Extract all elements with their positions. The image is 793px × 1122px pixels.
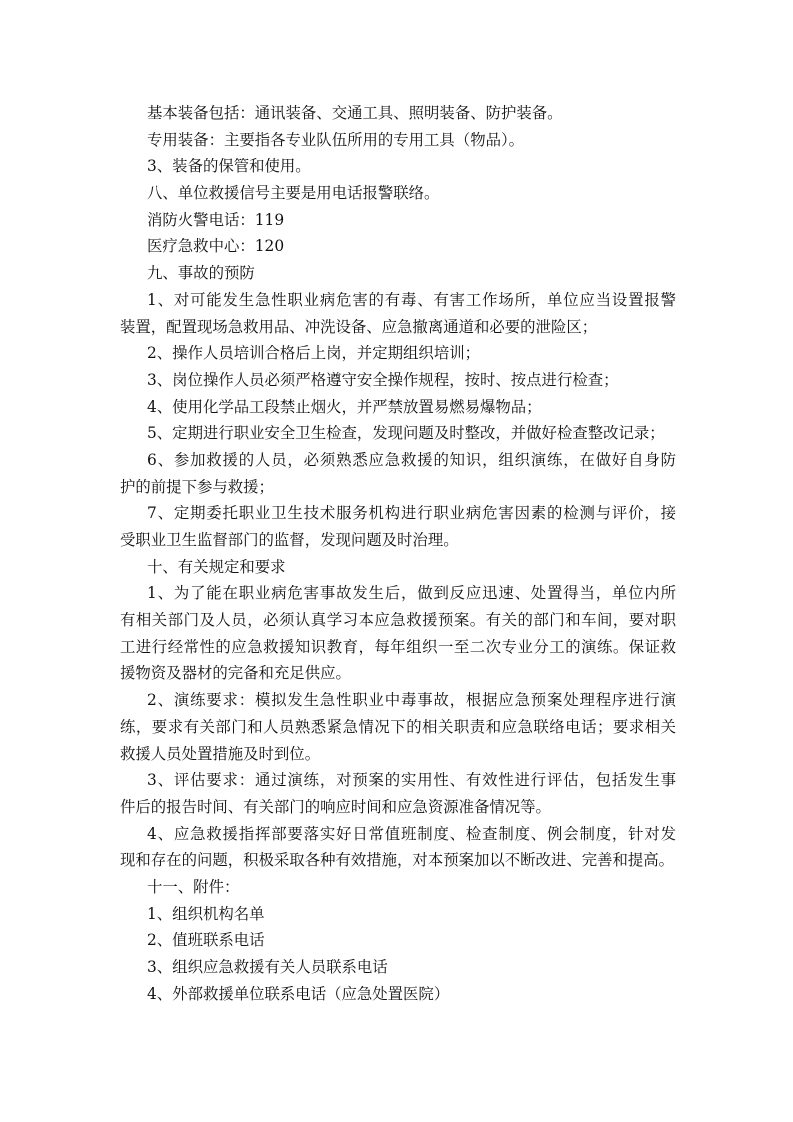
text-line: 7、定期委托职业卫生技术服务机构进行职业病危害因素的检测与评价，接 bbox=[147, 504, 676, 523]
phone-entry bbox=[120, 233, 676, 260]
text-line: 十一、附件： bbox=[147, 877, 240, 896]
paragraph bbox=[120, 821, 676, 874]
paragraph bbox=[120, 447, 676, 500]
paragraph bbox=[120, 367, 676, 394]
text-line: 九、事故的预防 bbox=[147, 264, 255, 283]
text-line: 4、使用化学品工段禁止烟火，并严禁放置易燃易爆物品； bbox=[147, 397, 542, 416]
text-line: 2、值班联系电话 bbox=[147, 931, 265, 950]
text-line: 受职业卫生监督部门的监督，发现问题及时治理。 bbox=[120, 531, 459, 549]
text-line: 十、有关规定和要求 bbox=[147, 557, 286, 576]
text-line: 1、对可能发生急性职业病危害的有毒、有害工作场所，单位应当设置报警 bbox=[147, 290, 676, 309]
text-line: 5、定期进行职业安全卫生检查，发现问题及时整改，并做好检查整改记录； bbox=[147, 424, 665, 443]
paragraph bbox=[120, 687, 676, 767]
paragraph bbox=[120, 767, 676, 820]
text-line: 4、应急救援指挥部要落实好日常值班制度、检查制度、例会制度，针对发 bbox=[147, 824, 676, 843]
text-line: 2、操作人员培训合格后上岗，并定期组织培训； bbox=[147, 344, 480, 363]
text-line: 护的前提下参与救援； bbox=[120, 477, 274, 496]
paragraph bbox=[120, 901, 676, 928]
text-line: 2、演练要求：模拟发生急性职业中毒事故，根据应急预案处理程序进行演 bbox=[147, 691, 676, 710]
paragraph bbox=[120, 500, 676, 553]
paragraph bbox=[120, 260, 676, 287]
paragraph bbox=[120, 340, 676, 367]
text-line: 3、评估要求：通过演练，对预案的实用性、有效性进行评估，包括发生事 bbox=[147, 771, 676, 790]
paragraph bbox=[120, 287, 676, 340]
text-line: 6、参加救援的人员，必须熟悉应急救援的知识，组织演练，在做好自身防 bbox=[147, 450, 676, 469]
text-line: 练，要求有关部门和人员熟悉紧急情况下的相关职责和应急联络电话；要求相关 bbox=[120, 717, 676, 736]
text-line: 消防火警电话：119 bbox=[147, 210, 285, 229]
paragraph bbox=[120, 100, 676, 127]
paragraph bbox=[120, 180, 676, 207]
paragraph bbox=[120, 580, 676, 687]
text-line: 3、岗位操作人员必须严格遵守安全操作规程，按时、按点进行检查； bbox=[147, 370, 619, 389]
text-line: 1、组织机构名单 bbox=[147, 904, 265, 923]
text-line: 救援人员处置措施及时到位。 bbox=[120, 744, 321, 763]
text-line: 1、为了能在职业病危害事故发生后，做到反应迅速、处置得当，单位内所 bbox=[147, 584, 676, 603]
text-line: 援物资及器材的完备和充足供应。 bbox=[120, 664, 351, 683]
paragraph bbox=[120, 153, 676, 180]
text-line: 基本装备包括：通讯装备、交通工具、照明装备、防护装备。 bbox=[147, 104, 563, 122]
text-line: 3、组织应急救援有关人员联系电话 bbox=[147, 958, 388, 976]
text-line: 八、单位救援信号主要是用电话报警联络。 bbox=[147, 184, 440, 203]
document-body bbox=[120, 100, 676, 1007]
text-line: 有相关部门及人员，必须认真学习本应急救援预案。有关的部门和车间，要对职 bbox=[120, 611, 676, 630]
paragraph bbox=[120, 874, 676, 901]
paragraph bbox=[120, 927, 676, 954]
text-line: 4、外部救援单位联系电话（应急处置医院） bbox=[147, 984, 450, 1003]
text-line: 专用装备：主要指各专业队伍所用的专用工具（物品）。 bbox=[147, 130, 525, 149]
phone-entry bbox=[120, 207, 676, 234]
paragraph bbox=[120, 127, 676, 154]
paragraph bbox=[120, 420, 676, 447]
text-line: 工进行经常性的应急救援知识教育，每年组织一至二次专业分工的演练。保证救 bbox=[120, 637, 676, 656]
paragraph bbox=[120, 554, 676, 581]
text-line: 3、装备的保管和使用。 bbox=[147, 157, 311, 176]
text-line: 件后的报告时间、有关部门的响应时间和应急资源准备情况等。 bbox=[120, 797, 551, 816]
text-line: 医疗急救中心：120 bbox=[147, 237, 285, 256]
text-line: 装置，配置现场急救用品、冲洗设备、应急撤离通道和必要的泄险区； bbox=[120, 317, 598, 336]
text-line: 现和存在的问题，积极采取各种有效措施，对本预案加以不断改进、完善和提高。 bbox=[120, 851, 675, 870]
paragraph bbox=[120, 954, 676, 981]
paragraph bbox=[120, 394, 676, 421]
paragraph bbox=[120, 981, 676, 1008]
